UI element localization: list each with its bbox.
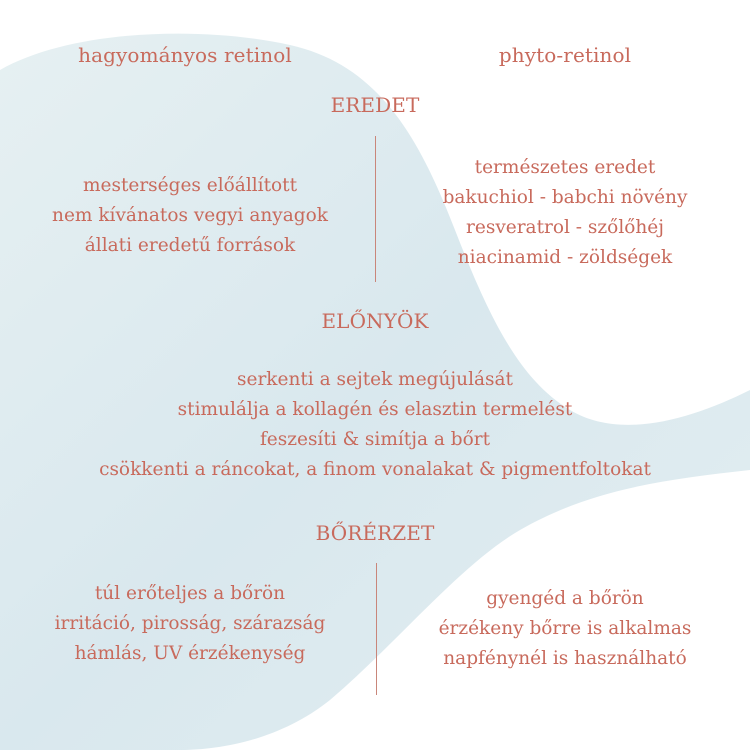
list-item: természetes eredet <box>474 157 656 178</box>
origin-left-list <box>20 171 360 261</box>
list-item: niacinamid - zöldségek <box>457 247 673 268</box>
skin-feel-right-list <box>385 584 745 674</box>
origin-heading: EREDET <box>330 93 420 117</box>
skin-feel-heading: BŐRÉRZET <box>315 521 435 545</box>
list-item: állati eredetű források <box>84 235 296 256</box>
benefits-heading: ELŐNYÖK <box>321 309 429 333</box>
list-item: serkenti a sejtek megújulását <box>237 369 513 390</box>
list-item: nem kívánatos vegyi anyagok <box>52 205 328 226</box>
list-item: hámlás, UV érzékenység <box>74 643 306 664</box>
list-item: feszesíti & simítja a bőrt <box>259 429 491 450</box>
list-item: túl erőteljes a bőrön <box>94 583 286 604</box>
left-column-title: hagyományos retinol <box>78 43 292 67</box>
list-item: érzékeny bőrre is alkalmas <box>438 618 692 639</box>
benefits-list <box>0 365 750 485</box>
list-item: irritáció, pirosság, szárazság <box>54 613 326 634</box>
list-item: mesterséges előállított <box>82 175 298 196</box>
skin-feel-divider <box>376 563 377 695</box>
right-column-title: phyto-retinol <box>498 43 632 67</box>
list-item: resveratrol - szőlőhéj <box>466 217 664 238</box>
origin-right-list <box>395 153 735 273</box>
origin-divider <box>375 136 376 282</box>
skin-feel-left-list <box>20 579 360 669</box>
list-item: gyengéd a bőrön <box>486 588 644 609</box>
list-item: bakuchiol - babchi növény <box>442 187 688 208</box>
list-item: stimulálja a kollagén és elasztin termelést <box>177 399 573 420</box>
list-item: csökkenti a ráncokat, a finom vonalakat & pigmentfoltokat <box>99 459 651 480</box>
list-item: napfénynél is használható <box>443 648 687 669</box>
